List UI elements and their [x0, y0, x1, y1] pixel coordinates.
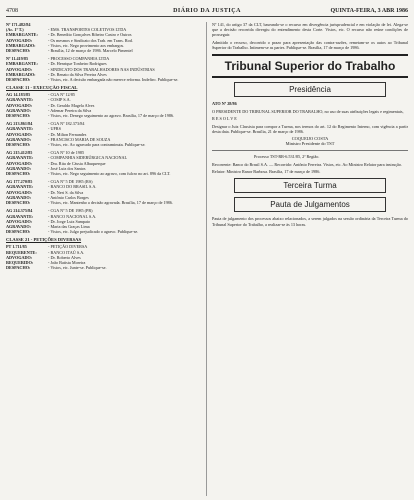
section-heading: CLASSE 11 - EXECUÇÃO FISCAL	[6, 85, 78, 91]
paragraph: O PRESIDENTE DO TRIBUNAL SUPERIOR DO TRABALHO, no uso de suas atribuições legais e regimentais,	[212, 109, 404, 115]
record-value: - Vistos, etc. Nego seguimento ao agravo, com fulcro no art. 896 da CLT.	[48, 171, 171, 177]
record-row	[212, 101, 408, 106]
record-entry	[6, 150, 202, 176]
record-entry	[6, 179, 202, 205]
record-group	[6, 92, 202, 234]
record-value: - Dr. Benedito Gonçalves Ribeiro Castro e Outros	[48, 32, 132, 38]
record-label: AGRAVADO:	[6, 194, 31, 200]
record-label: ADVOGADO:	[6, 218, 33, 224]
paragraph-group	[212, 109, 408, 134]
record-label: DESPACHO:	[6, 265, 31, 271]
record-label: EMBARGADO:	[6, 42, 36, 48]
record-label: AG 214.375/84	[6, 208, 33, 214]
record-value: - João Batista Moreira	[48, 259, 86, 265]
record-label: DESPACHO:	[6, 171, 31, 177]
record-value: - Brasília, 12 de março de 1986. Marcelo Pimentel	[48, 48, 133, 54]
record-label: ADVOGADO:	[6, 254, 33, 260]
section-box-pauta: Pauta de Julgamentos	[234, 197, 386, 212]
record-value: - CGA Nº 5 DE 1985 (RS)	[48, 179, 93, 185]
record-value: - BANCO ITAÚ S.A.	[48, 249, 85, 255]
record-label: AG 213.861/84	[6, 121, 33, 127]
record-label: DESPACHO:	[6, 200, 31, 206]
record-value: - Dr. Henrique Tonheiro Rodrigues	[48, 61, 107, 67]
record-value: - CGA Nº 5 DE 1985 (PR)	[48, 208, 93, 214]
section-heading: CLASSE 21 - PETIÇÕES DIVERSAS	[6, 237, 82, 243]
paragraph: Relator: Ministro Ranor Barbosa. Brasília, 17 de março de 1986.	[212, 169, 321, 175]
record-value: - COSIP S.A.	[48, 97, 71, 103]
record-value: - Vistos, etc. Mantenho a decisão agravada. Brasília, 17 de março de 1986.	[48, 200, 173, 206]
paragraph: Recorrente: Banco do Brasil S.A. — Recorrido: Antônio Ferreira. Vistos, etc. Ao Ministro Relator para instrução.	[212, 162, 403, 168]
record-value: - Dr. Milton Fernandes	[48, 131, 87, 137]
record-label: DESPACHO:	[6, 229, 31, 235]
record-entry	[6, 56, 202, 82]
record-entry	[6, 22, 202, 53]
paragraph: R E S O L V E	[212, 116, 237, 122]
record-label: REQUERENTE:	[6, 249, 37, 255]
record-value: - Ademar Pereira da Silva	[48, 107, 92, 113]
record-label: (Ac. 1ª T.)	[6, 27, 24, 33]
record-label: ADVOGADO:	[6, 102, 33, 108]
record-value: - FRANCISCO MARIA DE SOUZA	[48, 136, 111, 142]
court-banner: Tribunal Superior do Trabalho	[212, 54, 408, 78]
record-label: AG 215.412/85	[6, 150, 33, 156]
record-label: AGRAVANTE:	[6, 184, 34, 190]
record-label: AGRAVADO:	[6, 136, 31, 142]
record-value: - PROCESSO COMPANHIA LTDA	[48, 56, 110, 62]
issue-date: QUINTA-FEIRA, 3 ABR 1986	[330, 8, 408, 14]
record-group	[6, 244, 202, 270]
record-value	[254, 101, 408, 106]
record-label: AGRAVADO:	[6, 107, 31, 113]
record-value: - Dra. Rita de Cássia Albuquerque	[48, 160, 106, 166]
record-label: AGRAVANTE:	[6, 97, 34, 103]
record-label: AGRAVADO:	[6, 165, 31, 171]
paragraph: Nº 141, do artigo 37 da CLT, baseando-se o recurso em divergência jurisprudencial e em violação de lei. Alega-se que a decisão recorrida divergiu do entendimento desta Corte. Vistos, etc. O recurso não reúne condições de prosseguir.	[212, 22, 408, 38]
section-box-terceira-turma: Terceira Turma	[234, 178, 386, 193]
record-label: AGRAVANTE:	[6, 126, 34, 132]
record-value: - Vistos, etc. Ao agravado para contraminuta. Publique-se.	[48, 142, 146, 148]
record-label: AGRAVADO:	[6, 223, 31, 229]
record-label: ADVOGADO:	[6, 66, 33, 72]
paragraph-group	[212, 162, 408, 174]
record-entry	[212, 101, 408, 106]
left-column	[6, 22, 202, 496]
record-label: ATO Nº 28/86	[212, 101, 237, 107]
record-value: - BANCO NACIONAL S.A.	[48, 213, 97, 219]
record-label: AGRAVANTE:	[6, 155, 34, 161]
record-row	[6, 113, 202, 118]
record-value: - SINDICATO DOS TRABALHADORES NAS INDÚSTRIAS	[48, 66, 155, 72]
record-value: - Dr. Geraldo Magela Alves	[48, 102, 95, 108]
record-value: - Antônio Carlos Borges	[48, 194, 89, 200]
record-group	[212, 101, 408, 106]
record-value: - Dr. Renato da Silva Pereira Alves	[48, 71, 107, 77]
record-value: - EMS. TRANSPORTES COLETIVOS LTDA	[48, 27, 127, 33]
record-value: Processo TST-RR-6.531/85, 2ª Região.	[254, 153, 320, 159]
record-entry	[6, 244, 202, 270]
running-header	[6, 6, 408, 17]
record-entry	[6, 208, 202, 234]
section-box-presidencia: Presidência	[234, 82, 386, 97]
record-row	[6, 265, 202, 270]
record-value: - Maria das Graças Lima	[48, 223, 90, 229]
record-label: DESPACHO:	[6, 142, 31, 148]
column-divider	[206, 22, 207, 496]
record-label: AG 14.183/85	[6, 92, 31, 98]
record-entry	[212, 154, 408, 159]
record-label: DESPACHO:	[6, 77, 31, 83]
record-value: - Dr. Jorge Luiz Sampaio	[48, 218, 91, 224]
record-value: - PETIÇÃO DIVERSA	[48, 244, 88, 250]
record-label: Nº 171.482/84	[6, 22, 31, 27]
footer-paragraph: Pauta de julgamento dos processos abaixo relacionados, a serem julgados na sessão ordinária da Terceira Turma do Tribunal Superior do Trabalho, a realizar-se às 13 horas.	[212, 216, 408, 227]
record-row	[6, 229, 202, 234]
paragraph: Admitido o recurso, decorrido o prazo para apresentação das contra-razões, remetam-se os autos ao Tribunal Superior do Trabalho. Intimem-se as partes. Publique-se. Brasília, 17 de março de 1986.	[212, 39, 408, 50]
record-row	[6, 48, 202, 53]
record-label: ADVOGADO:	[6, 189, 33, 195]
paragraph: Designar o Juiz Classista para compor a Turma, nos termos do art. 12 do Regimento Interno, com vigência a partir desta data. Publique-se. Brasília, 21 de março de 1986.	[212, 123, 408, 134]
record-value: - Vistos, etc. A decisão embargada não merece reforma. Indefiro. Publique-se.	[48, 77, 179, 83]
record-value: - UFRS	[48, 126, 61, 132]
record-value: - Vistos, etc. Julgo prejudicado o agravo. Publique-se.	[48, 229, 139, 235]
record-value: - Os mesmos e Sindicato dos Trab. em Trans. Rod.	[48, 37, 133, 43]
right-column	[212, 22, 408, 496]
record-label	[212, 154, 254, 159]
record-value: - COMPANHIA SIDERÚRGICA NACIONAL	[48, 155, 128, 161]
record-label: AG 177.270/85	[6, 179, 33, 185]
record-value: - CGA Nº 12/85	[48, 92, 76, 98]
record-value: - BANCO DO BRASIL S.A.	[48, 184, 97, 190]
record-label: EMBARGADO:	[6, 71, 36, 77]
journal-title: DIÁRIO DA JUSTIÇA	[173, 8, 241, 14]
record-label: DESPACHO:	[6, 113, 31, 119]
record-label: PT 1.711/85	[6, 244, 27, 250]
record-value: - José Luiz dos Santos	[48, 165, 86, 171]
record-row	[6, 171, 202, 176]
record-group	[212, 154, 408, 159]
record-row	[6, 200, 202, 205]
record-row	[6, 77, 202, 82]
record-group	[6, 22, 202, 82]
record-value: - Vistos, etc. Junte-se. Publique-se.	[48, 265, 107, 271]
record-row	[212, 154, 408, 159]
record-label: EMBARGANTE:	[6, 61, 38, 67]
record-value: - Dr. Neri S. da Silva	[48, 189, 84, 195]
record-label: REQUERIDO:	[6, 259, 34, 265]
signature-block: COQUEIJO COSTA Ministro Presidente do TST	[285, 136, 335, 147]
record-label: ADVOGADO:	[6, 131, 33, 137]
record-row	[6, 142, 202, 147]
record-label: DESPACHO:	[6, 48, 31, 54]
record-value: - CGA Nº 182.373/84	[48, 121, 85, 127]
record-label: ADVOGADO:	[6, 37, 33, 43]
record-value: - Vistos, etc. Denego seguimento ao agravo. Brasília, 17 de março de 1986.	[48, 113, 175, 119]
record-label: AGRAVANTE:	[6, 213, 34, 219]
record-label: Nº 11.419/85	[6, 56, 29, 62]
record-value: - Dr. Roberto Alves	[48, 254, 81, 260]
divider-line	[212, 150, 408, 151]
record-entry	[6, 121, 202, 147]
paragraph-group	[212, 22, 408, 50]
page-number: 4708	[6, 8, 18, 14]
record-value: - CGA Nº 10 de 1985	[48, 150, 85, 156]
record-label: EMBARGANTE:	[6, 32, 38, 38]
record-entry	[6, 92, 202, 118]
record-value: - Vistos, etc. Nego provimento aos embargos.	[48, 42, 125, 48]
record-label: ADVOGADO:	[6, 160, 33, 166]
